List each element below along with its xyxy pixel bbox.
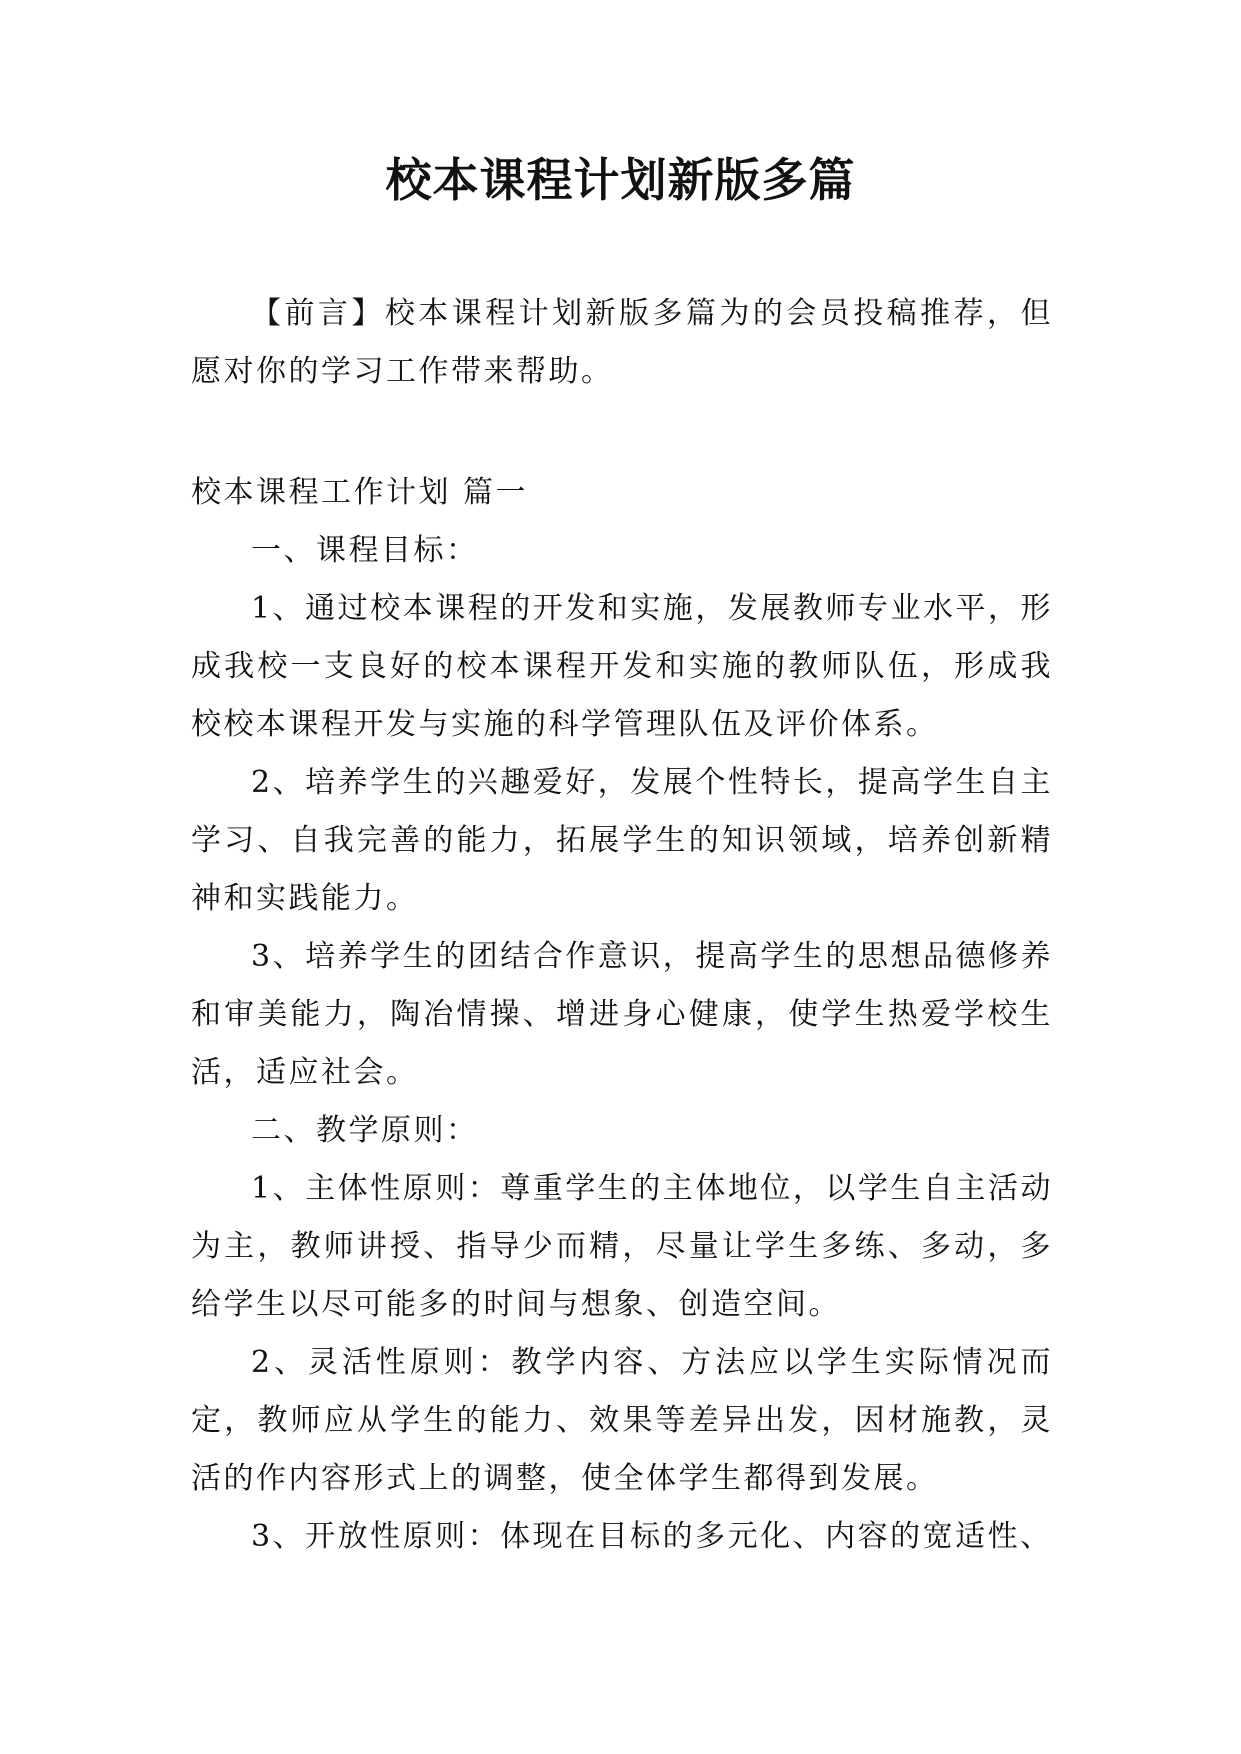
paragraph: 1、主体性原则：尊重学生的主体地位，以学生自主活动为主，教师讲授、指导少而精，尽量让学生多练、多动，多给学生以尽可能多的时间与想象、创造空间。 xyxy=(191,1171,1053,1322)
paragraph: 3、培养学生的团结合作意识，提高学生的思想品德修养和审美能力，陶冶情操、增进身心健康，使学生热爱学校生活，适应社会。 xyxy=(191,939,1053,1090)
paragraph: 2、培养学生的兴趣爱好，发展个性特长，提高学生自主学习、自我完善的能力，拓展学生的知识领域，培养创新精神和实践能力。 xyxy=(191,765,1053,916)
paragraph: 2、灵活性原则：教学内容、方法应以学生实际情况而定，教师应从学生的能力、效果等差异出发，因材施教，灵活的作内容形式上的调整，使全体学生都得到发展。 xyxy=(191,1345,1053,1496)
section-heading: 校本课程工作计划 篇一 xyxy=(191,475,529,510)
preface-block xyxy=(191,285,1053,401)
paragraph: 3、开放性原则：体现在目标的多元化、内容的宽适性、 xyxy=(251,1519,1053,1554)
document-body xyxy=(191,464,1053,1566)
subheading-principles: 二、教学原则： xyxy=(251,1113,479,1148)
paragraph: 1、通过校本课程的开发和实施，发展教师专业水平，形成我校一支良好的校本课程开发和实施的教师队伍，形成我校校本课程开发与实施的科学管理队伍及评价体系。 xyxy=(191,591,1053,742)
document-title: 校本课程计划新版多篇 xyxy=(385,153,856,207)
preface-paragraph: 【前言】校本课程计划新版多篇为的会员投稿推荐，但愿对你的学习工作带来帮助。 xyxy=(191,296,1053,389)
subheading-goals: 一、课程目标： xyxy=(251,533,479,568)
